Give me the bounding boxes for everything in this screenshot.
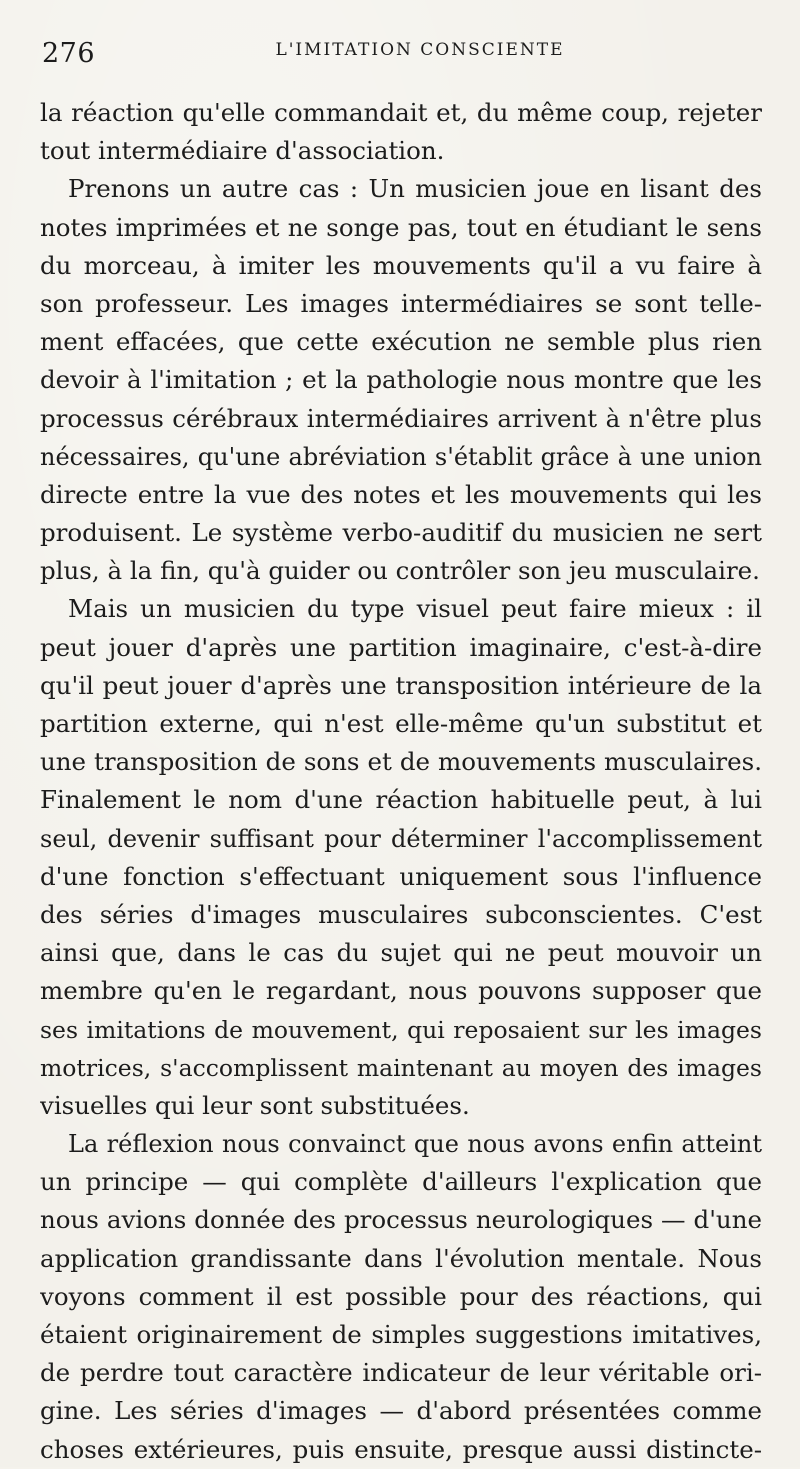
text-line: une transposition de sons et de mouvements musculaires. xyxy=(40,747,762,777)
text-line: de perdre tout caractère indicateur de leur véritable ori- xyxy=(40,1358,762,1388)
text-line: membre qu'en le regardant, nous pouvons supposer que xyxy=(40,976,762,1006)
text-line: ainsi que, dans le cas du sujet qui ne peut mouvoir un xyxy=(40,938,762,968)
text-line: nous avions donnée des processus neurologiques — d'une xyxy=(40,1205,762,1235)
text-line: d'une fonction s'effectuant uniquement sous l'influence xyxy=(40,861,762,891)
text-line: plus, à la fin, qu'à guider ou contrôler son jeu musculaire. xyxy=(40,556,760,586)
text-line: Mais un musicien du type visuel peut faire mieux : il xyxy=(68,594,762,624)
text-line: étaient originairement de simples suggestions imitatives, xyxy=(40,1320,762,1349)
text-line: devoir à l'imitation ; et la pathologie nous montre que les xyxy=(40,365,762,395)
running-title: L'IMITATION CONSCIENTE xyxy=(275,40,565,60)
text-line: des séries d'images musculaires subconscientes. C'est xyxy=(40,899,762,929)
text-line: seul, devenir suffisant pour déterminer l'accomplissement xyxy=(40,824,762,853)
body-text xyxy=(40,94,762,1469)
text-line: partition externe, qui n'est elle-même qu'un substitut et xyxy=(40,709,762,738)
text-line: directe entre la vue des notes et les mouvements qui les xyxy=(40,479,762,509)
running-head xyxy=(42,36,758,76)
text-line: Finalement le nom d'une réaction habituelle peut, à lui xyxy=(40,785,762,815)
text-line: processus cérébraux intermédiaires arrivent à n'être plus xyxy=(40,403,762,433)
text-line: ment effacées, que cette exécution ne semble plus rien xyxy=(40,327,762,357)
text-line: son professeur. Les images intermédiaires se sont telle- xyxy=(40,288,762,318)
text-line: application grandissante dans l'évolution mentale. Nous xyxy=(40,1243,762,1273)
text-line: nécessaires, qu'une abréviation s'établit grâce à une union xyxy=(40,442,762,471)
text-line: la réaction qu'elle commandait et, du même coup, rejeter xyxy=(40,98,762,127)
text-line: tout intermédiaire d'association. xyxy=(40,136,445,166)
text-line: notes imprimées et ne songe pas, tout en étudiant le sens xyxy=(40,212,762,242)
text-line: motrices, s'accomplissent maintenant au moyen des images xyxy=(40,1053,762,1082)
text-line: du morceau, à imiter les mouvements qu'il a vu faire à xyxy=(40,250,762,280)
text-line: produisent. Le système verbo-auditif du musicien ne sert xyxy=(40,518,762,548)
text-line: peut jouer d'après une partition imaginaire, c'est-à-dire xyxy=(40,632,762,662)
text-line: choses extérieures, puis ensuite, presque aussi distincte- xyxy=(40,1434,762,1464)
text-line: gine. Les séries d'images — d'abord présentées comme xyxy=(40,1396,762,1426)
page-number: 276 xyxy=(42,38,96,69)
text-line: un principe — qui complète d'ailleurs l'explication que xyxy=(40,1167,762,1197)
text-line: Prenons un autre cas : Un musicien joue en lisant des xyxy=(68,174,762,204)
text-line: qu'il peut jouer d'après une transposition intérieure de la xyxy=(40,670,762,700)
text-line: voyons comment il est possible pour des réactions, qui xyxy=(40,1281,762,1311)
text-line: La réflexion nous convainct que nous avons enfin atteint xyxy=(68,1130,762,1159)
text-line: ses imitations de mouvement, qui reposaient sur les images xyxy=(40,1015,762,1044)
text-line: visuelles qui leur sont substituées. xyxy=(40,1090,470,1120)
